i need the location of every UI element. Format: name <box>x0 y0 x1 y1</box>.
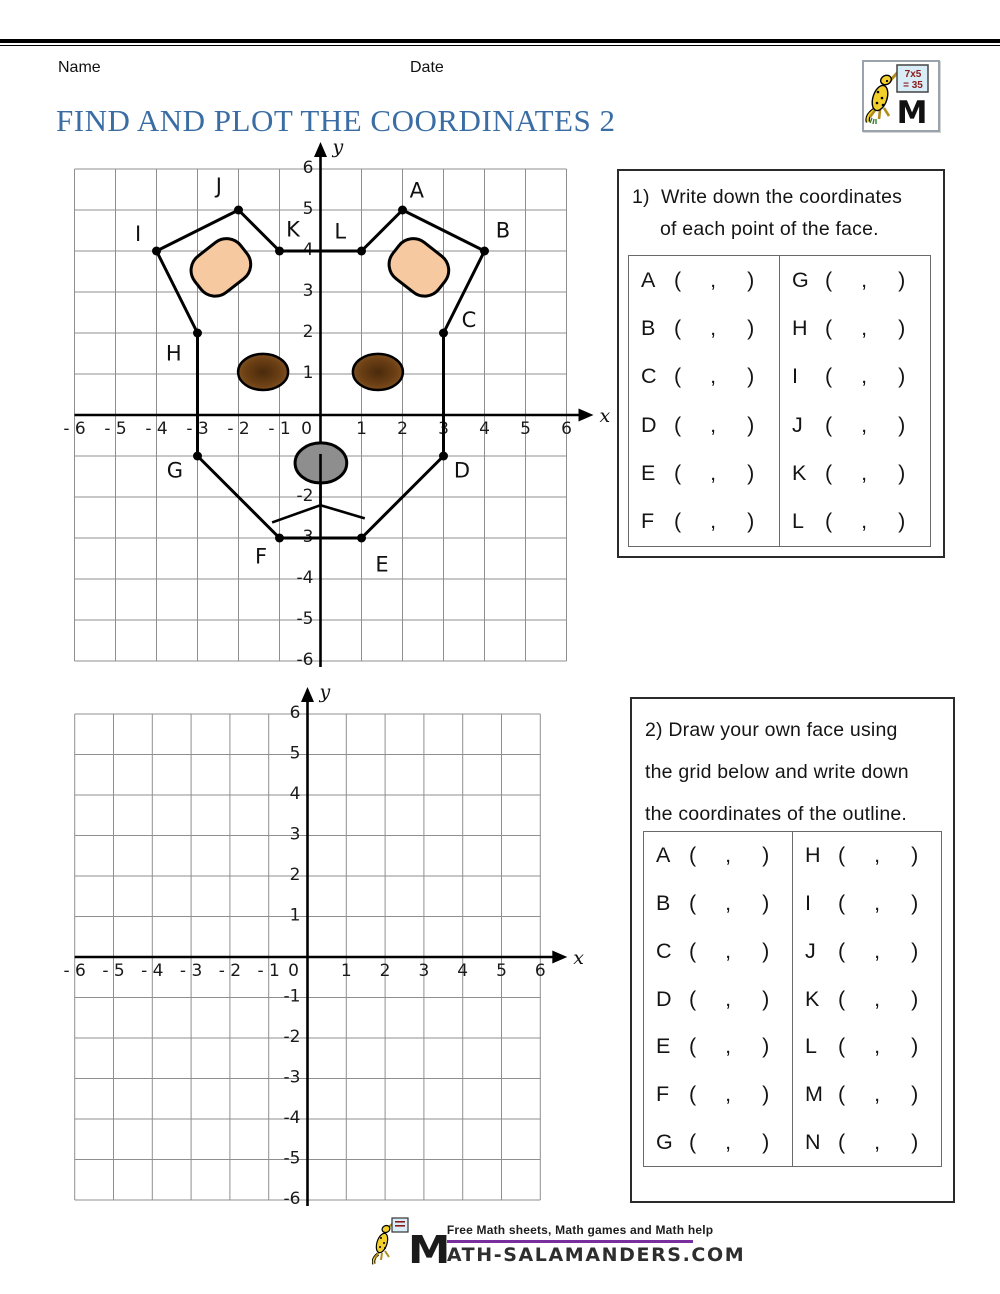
open-paren: ( <box>689 938 697 963</box>
svg-text:6: 6 <box>534 961 546 981</box>
svg-text:1: 1 <box>302 363 314 383</box>
coordinate-column <box>779 256 930 546</box>
svg-text:H: H <box>165 341 182 366</box>
svg-text:- 3: - 3 <box>186 419 209 439</box>
open-paren: ( <box>674 460 682 485</box>
point-letter: F <box>656 1081 670 1106</box>
svg-text:- 4: - 4 <box>145 419 168 439</box>
open-paren: ( <box>838 891 846 916</box>
point-letter: J <box>792 412 803 437</box>
close-paren: ) <box>762 1129 770 1154</box>
close-paren: ) <box>747 412 755 437</box>
svg-text:K: K <box>286 217 300 242</box>
svg-text:-2: -2 <box>283 1027 301 1047</box>
comma: , <box>725 1034 732 1059</box>
coordinate-entry-row <box>793 880 941 928</box>
coordinate-entry-row <box>793 1071 941 1119</box>
svg-text:C: C <box>461 307 477 332</box>
svg-text:5: 5 <box>302 199 314 219</box>
coordinate-entry-row <box>793 1118 941 1166</box>
coordinate-entry-row <box>780 353 930 401</box>
close-paren: ) <box>898 412 906 437</box>
q2-coordinate-table <box>643 831 942 1167</box>
coordinate-entry-row <box>629 498 779 546</box>
open-paren: ( <box>674 364 682 389</box>
svg-text:y: y <box>332 136 344 158</box>
svg-text:I: I <box>134 221 142 246</box>
close-paren: ) <box>762 891 770 916</box>
coordinate-entry-row <box>780 449 930 497</box>
comma: , <box>710 315 717 340</box>
comma: , <box>874 843 881 868</box>
close-paren: ) <box>762 1034 770 1059</box>
comma: , <box>861 460 868 485</box>
point-letter: H <box>805 843 821 868</box>
close-paren: ) <box>762 938 770 963</box>
open-paren: ( <box>689 891 697 916</box>
open-paren: ( <box>689 1034 697 1059</box>
comma: , <box>710 509 717 534</box>
close-paren: ) <box>911 843 919 868</box>
footer-salamander-icon <box>372 1216 412 1266</box>
open-paren: ( <box>838 938 846 963</box>
point-letter: A <box>656 843 671 868</box>
close-paren: ) <box>762 843 770 868</box>
comma: , <box>725 1081 732 1106</box>
svg-text:-1: -1 <box>283 986 301 1007</box>
point-letter: C <box>641 364 657 389</box>
svg-text:J: J <box>215 174 222 199</box>
close-paren: ) <box>898 267 906 292</box>
svg-text:3: 3 <box>438 419 449 439</box>
svg-text:A: A <box>409 178 425 203</box>
footer-tagline: Free Math sheets, Math games and Math help <box>446 1223 714 1237</box>
svg-text:4: 4 <box>479 419 490 439</box>
open-paren: ( <box>674 509 682 534</box>
comma: , <box>710 364 717 389</box>
open-paren: ( <box>825 364 833 389</box>
close-paren: ) <box>747 364 755 389</box>
comma: , <box>725 938 732 963</box>
comma: , <box>861 315 868 340</box>
svg-text:x: x <box>599 405 611 427</box>
name-field-label: Name <box>58 59 101 76</box>
svg-text:-4: -4 <box>283 1108 301 1128</box>
point-letter: M <box>805 1081 823 1106</box>
comma: , <box>861 267 868 292</box>
svg-text:3: 3 <box>418 961 430 981</box>
close-paren: ) <box>898 315 906 340</box>
svg-text:4: 4 <box>302 240 314 260</box>
coordinate-entry-row <box>629 353 779 401</box>
footer-m-letter: M <box>408 1227 449 1272</box>
close-paren: ) <box>747 509 755 534</box>
close-paren: ) <box>911 891 919 916</box>
coordinate-entry-row <box>644 927 792 975</box>
svg-text:-3: -3 <box>296 527 314 547</box>
question-2-box <box>630 697 955 1203</box>
coordinate-entry-row <box>793 1023 941 1071</box>
svg-text:3: 3 <box>289 824 301 845</box>
coordinate-entry-row <box>629 304 779 352</box>
svg-text:6: 6 <box>302 158 314 178</box>
comma: , <box>874 891 881 916</box>
svg-text:-4: -4 <box>296 568 314 588</box>
coordinate-column <box>792 832 941 1166</box>
point-letter: J <box>805 938 816 963</box>
open-paren: ( <box>674 315 682 340</box>
coordinate-entry-row <box>644 880 792 928</box>
footer-brand <box>372 1216 746 1272</box>
svg-text:- 1: - 1 <box>257 961 280 981</box>
date-field-label: Date <box>410 59 444 76</box>
close-paren: ) <box>762 986 770 1011</box>
open-paren: ( <box>825 315 833 340</box>
close-paren: ) <box>747 460 755 485</box>
coordinate-column <box>644 832 792 1166</box>
comma: , <box>861 509 868 534</box>
svg-text:0: 0 <box>301 419 312 439</box>
page-title: FIND AND PLOT THE COORDINATES 2 <box>56 103 616 138</box>
svg-text:-3: -3 <box>283 1067 301 1088</box>
comma: , <box>874 1129 881 1154</box>
coordinate-entry-row <box>793 927 941 975</box>
point-letter: H <box>792 315 808 340</box>
svg-text:G: G <box>166 458 184 483</box>
svg-text:1: 1 <box>289 905 301 926</box>
comma: , <box>725 843 732 868</box>
open-paren: ( <box>838 843 846 868</box>
close-paren: ) <box>898 509 906 534</box>
coordinate-entry-row <box>644 1023 792 1071</box>
svg-text:1: 1 <box>340 961 352 981</box>
svg-text:6: 6 <box>289 703 301 723</box>
svg-text:2: 2 <box>379 961 391 981</box>
comma: , <box>710 412 717 437</box>
svg-text:5: 5 <box>289 743 301 764</box>
open-paren: ( <box>838 1081 846 1106</box>
svg-text:- 2: - 2 <box>218 961 242 981</box>
svg-text:- 1: - 1 <box>268 419 291 439</box>
coordinate-entry-row <box>644 832 792 880</box>
close-paren: ) <box>898 364 906 389</box>
question-2-number: 2) <box>645 719 663 741</box>
svg-text:4: 4 <box>457 961 469 981</box>
svg-text:2: 2 <box>302 322 314 342</box>
comma: , <box>874 938 881 963</box>
point-letter: A <box>641 267 656 292</box>
comma: , <box>874 1034 881 1059</box>
svg-text:-5: -5 <box>296 609 314 629</box>
open-paren: ( <box>689 1081 697 1106</box>
question-1-box <box>617 169 945 558</box>
footer-site-name: ATH-SALAMANDERS.COM <box>446 1244 746 1266</box>
close-paren: ) <box>911 986 919 1011</box>
sign-line-2: = 35 <box>903 80 923 91</box>
close-paren: ) <box>911 1081 919 1106</box>
close-paren: ) <box>747 267 755 292</box>
point-letter: I <box>805 891 811 916</box>
question-1-number: 1) <box>632 186 650 208</box>
svg-text:6: 6 <box>561 419 572 439</box>
point-letter: F <box>641 509 655 534</box>
open-paren: ( <box>689 986 697 1011</box>
point-letter: L <box>805 1034 817 1059</box>
close-paren: ) <box>747 315 755 340</box>
point-letter: L <box>792 509 804 534</box>
comma: , <box>874 986 881 1011</box>
q1-coordinate-table <box>628 255 931 547</box>
question-2-text: 2) Draw your own face using the grid below and write down the coordinates of the outline. <box>645 719 909 825</box>
coordinate-entry-row <box>629 401 779 449</box>
svg-text:- 6: - 6 <box>63 961 86 981</box>
svg-text:-2: -2 <box>296 486 314 506</box>
point-letter: I <box>792 364 798 389</box>
point-letter: K <box>792 460 807 485</box>
open-paren: ( <box>689 1129 697 1154</box>
open-paren: ( <box>674 412 682 437</box>
svg-text:-6: -6 <box>296 650 314 670</box>
close-paren: ) <box>911 938 919 963</box>
svg-text:1: 1 <box>356 419 367 439</box>
comma: , <box>725 1129 732 1154</box>
comma: , <box>861 364 868 389</box>
open-paren: ( <box>674 267 682 292</box>
question-1-text: 1) Write down the coordinates of each point of the face. <box>632 186 903 240</box>
comma: , <box>710 267 717 292</box>
open-paren: ( <box>825 412 833 437</box>
svg-text:5: 5 <box>520 419 531 439</box>
coordinate-entry-row <box>644 1071 792 1119</box>
point-letter: B <box>641 315 656 340</box>
footer-underline <box>447 1240 693 1243</box>
point-letter: B <box>656 891 671 916</box>
svg-text:-6: -6 <box>283 1189 301 1209</box>
point-letter: C <box>656 938 672 963</box>
coordinate-entry-row <box>629 449 779 497</box>
svg-text:0: 0 <box>288 961 299 981</box>
close-paren: ) <box>911 1129 919 1154</box>
svg-text:- 5: - 5 <box>104 419 127 439</box>
comma: , <box>710 460 717 485</box>
svg-text:L: L <box>334 219 347 244</box>
svg-text:- 5: - 5 <box>102 961 125 981</box>
svg-text:-5: -5 <box>283 1148 301 1169</box>
svg-text:5: 5 <box>496 961 507 981</box>
point-letter: N <box>805 1129 821 1154</box>
point-letter: E <box>656 1034 671 1059</box>
logo-m-letter: M <box>896 95 928 126</box>
svg-text:y: y <box>319 681 331 703</box>
open-paren: ( <box>825 509 833 534</box>
svg-text:4: 4 <box>289 784 301 804</box>
open-paren: ( <box>838 1129 846 1154</box>
coordinate-column <box>629 256 779 546</box>
point-letter: E <box>641 460 656 485</box>
sign-line-1: 7x5 <box>904 69 922 80</box>
comma: , <box>725 986 732 1011</box>
svg-text:B: B <box>495 218 511 243</box>
coordinate-entry-row <box>629 256 779 304</box>
point-letter: K <box>805 986 820 1011</box>
close-paren: ) <box>898 460 906 485</box>
svg-text:D: D <box>453 458 471 483</box>
open-paren: ( <box>838 1034 846 1059</box>
coordinate-entry-row <box>780 256 930 304</box>
open-paren: ( <box>825 267 833 292</box>
coordinate-entry-row <box>793 975 941 1023</box>
open-paren: ( <box>825 460 833 485</box>
point-letter: G <box>656 1129 673 1154</box>
coordinate-entry-row <box>644 1118 792 1166</box>
svg-text:2: 2 <box>289 865 301 885</box>
svg-text:x: x <box>573 947 585 969</box>
coordinate-entry-row <box>780 304 930 352</box>
comma: , <box>725 891 732 916</box>
svg-text:F: F <box>255 544 268 569</box>
coordinate-entry-row <box>780 498 930 546</box>
point-letter: D <box>641 412 657 437</box>
point-letter: D <box>656 986 672 1011</box>
svg-text:- 2: - 2 <box>227 419 250 439</box>
comma: , <box>874 1081 881 1106</box>
svg-text:- 6: - 6 <box>63 419 86 439</box>
close-paren: ) <box>762 1081 770 1106</box>
svg-text:E: E <box>375 552 389 577</box>
close-paren: ) <box>911 1034 919 1059</box>
point-letter: G <box>792 267 809 292</box>
svg-text:- 4: - 4 <box>141 961 164 981</box>
comma: , <box>861 412 868 437</box>
svg-text:2: 2 <box>397 419 408 439</box>
svg-text:- 3: - 3 <box>179 961 203 981</box>
coordinate-entry-row <box>780 401 930 449</box>
open-paren: ( <box>838 986 846 1011</box>
svg-text:3: 3 <box>302 281 314 301</box>
open-paren: ( <box>689 843 697 868</box>
coordinate-entry-row <box>793 832 941 880</box>
coordinate-entry-row <box>644 975 792 1023</box>
